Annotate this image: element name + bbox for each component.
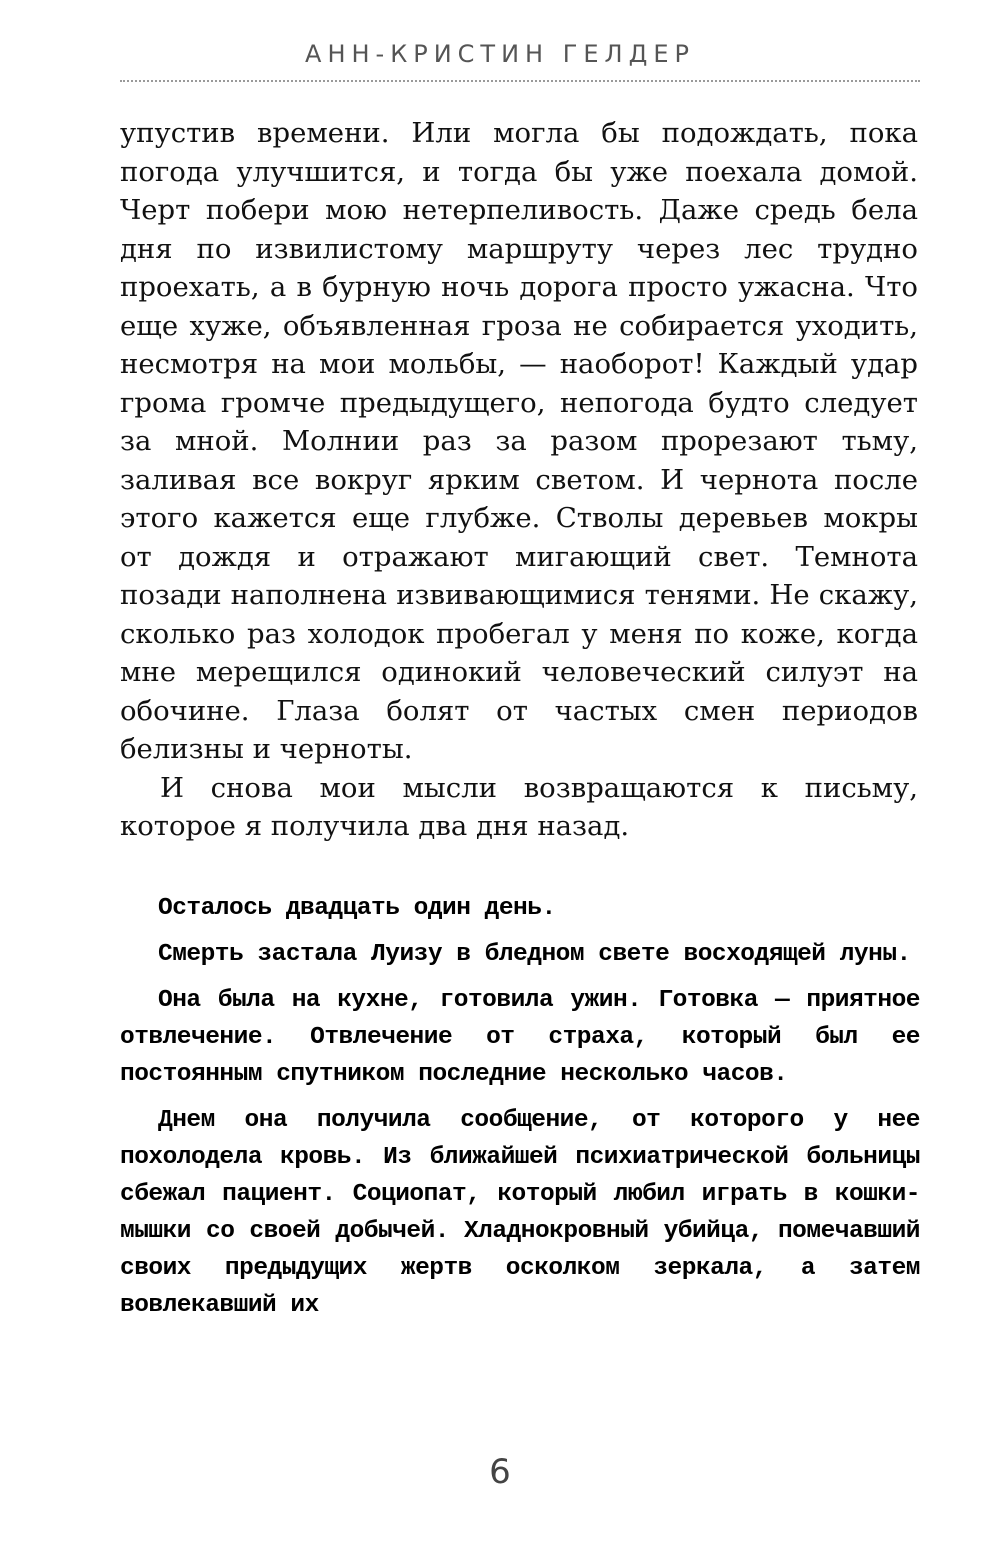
letter-heading: Осталось двадцать один день. (158, 895, 556, 922)
paragraph: упустив времени. Или могла бы подождать, пока погода улучшится, и тогда бы уже поехала домой. Черт побери мою нетерпеливость. Даже средь бела дня по извилистому маршруту через лес трудно проехать, а в бурную ночь дорога просто ужасна. Что еще хуже, объявленная гроза не собирается уходить, несмотря на мои мольбы, — наоборот! Каждый удар грома громче предыдущего, непогода будто следует за мной. Молнии раз за разом прорезают тьму, заливая все вокруг ярким светом. И чернота после этого кажется еще глубже. Стволы деревьев мокры от дождя и отражают мигающий свет. Темнота позади наполнена извивающимися тенями. Не скажу, сколько раз холодок пробегал у меня по коже, когда мне мерещился одинокий человеческий силуэт на обочине. Глаза болят от частых смен периодов белизны и черноты. (120, 117, 918, 765)
paragraph: И снова мои мысли возвращаются к письму, которое я получила два дня назад. (120, 771, 918, 842)
header-dotted-rule (120, 80, 920, 82)
letter-excerpt (120, 890, 920, 1333)
main-text (120, 114, 918, 846)
page-number: 6 (489, 1452, 511, 1492)
running-header: АНН-КРИСТИН ГЕЛДЕР (305, 40, 695, 68)
letter-paragraph: Днем она получила сообщение, от которого у нее похолодела кровь. Из ближайшей психиатрической больницы сбежал пациент. Социопат, который любил играть в кошки-мышки со своей добычей. Хладнокровный убийца, помечавший своих предыдущих жертв осколком зеркала, а затем вовлекавший их (120, 1107, 920, 1319)
letter-paragraph: Она была на кухне, готовила ужин. Готовка — приятное отвлечение. Отвлечение от страха, который был ее постоянным спутником последние несколько часов. (120, 987, 920, 1088)
letter-paragraph: Смерть застала Луизу в бледном свете восходящей луны. (158, 941, 911, 968)
